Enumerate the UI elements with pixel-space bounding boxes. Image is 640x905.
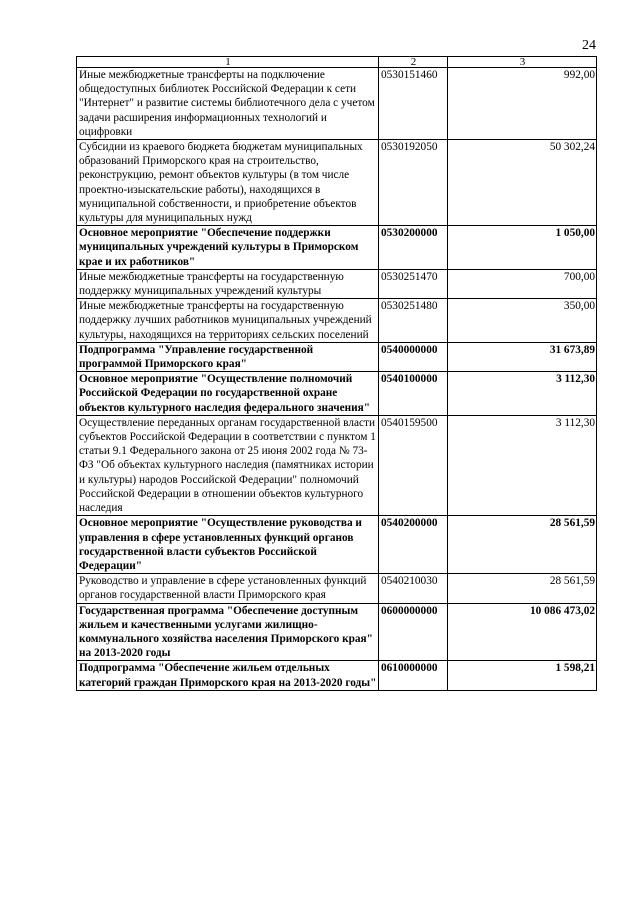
row-code-cell: 0530151460 (379, 68, 448, 140)
table-row (77, 661, 597, 690)
row-name-cell: Иные межбюджетные трансферты на государственную поддержку муниципальных учреждений культуры (77, 269, 379, 298)
budget-table (76, 56, 597, 691)
row-code-cell: 0530251480 (379, 299, 448, 343)
row-name-cell: Иные межбюджетные трансферты на подключение общедоступных библиотек Российской Федерации к сети "Интернет" и развитие системы библиотечного дела с учетом задачи расширения информационных технологий и оцифровки (77, 68, 379, 140)
table-row (77, 372, 597, 416)
row-name-cell: Государственная программа "Обеспечение доступным жильем и качественными услугами жилищно-коммунального хозяйства населения Приморского края" на 2013-2020 годы (77, 603, 379, 661)
column-header-2: 2 (379, 57, 448, 68)
table-row (77, 226, 597, 270)
row-code-cell: 0540159500 (379, 415, 448, 515)
row-code-cell: 0610000000 (379, 661, 448, 690)
row-sum-cell: 1 598,21 (448, 661, 597, 690)
row-sum-cell: 28 561,59 (448, 574, 597, 603)
table-row (77, 269, 597, 298)
row-code-cell: 0540200000 (379, 516, 448, 574)
row-name-cell: Основное мероприятие "Осуществление полномочий Российской Федерации по государственной охране объектов культурного наследия федерального значения" (77, 372, 379, 416)
row-code-cell: 0530251470 (379, 269, 448, 298)
row-sum-cell: 700,00 (448, 269, 597, 298)
row-sum-cell: 28 561,59 (448, 516, 597, 574)
row-code-cell: 0540000000 (379, 342, 448, 371)
page-number: 24 (582, 38, 596, 53)
table-row (77, 342, 597, 371)
table-row (77, 415, 597, 515)
row-name-cell: Подпрограмма "Обеспечение жильем отдельных категорий граждан Приморского края на 2013-2020 годы" (77, 661, 379, 690)
row-sum-cell: 50 302,24 (448, 140, 597, 226)
row-sum-cell: 10 086 473,02 (448, 603, 597, 661)
table-row (77, 140, 597, 226)
row-code-cell: 0540100000 (379, 372, 448, 416)
row-name-cell: Субсидии из краевого бюджета бюджетам муниципальных образований Приморского края на строительство, реконструкцию, ремонт объектов культуры (в том числе проектно-изыскательские работы), находящихся в муниципальной собственности, и приобретение объектов культуры для муниципальных нужд (77, 140, 379, 226)
row-sum-cell: 3 112,30 (448, 372, 597, 416)
table-row (77, 603, 597, 661)
budget-table-body (77, 57, 597, 691)
row-name-cell: Иные межбюджетные трансферты на государственную поддержку лучших работников муниципальных учреждений культуры, находящихся на территориях сельских поселений (77, 299, 379, 343)
column-header-3: 3 (448, 57, 597, 68)
table-row (77, 68, 597, 140)
table-row (77, 574, 597, 603)
row-name-cell: Подпрограмма "Управление государственной программой Приморского края" (77, 342, 379, 371)
table-row (77, 299, 597, 343)
row-name-cell: Основное мероприятие "Обеспечение поддержки муниципальных учреждений культуры в Приморском крае и их работников" (77, 226, 379, 270)
row-sum-cell: 992,00 (448, 68, 597, 140)
column-header-1: 1 (77, 57, 379, 68)
row-code-cell: 0600000000 (379, 603, 448, 661)
row-sum-cell: 3 112,30 (448, 415, 597, 515)
row-sum-cell: 31 673,89 (448, 342, 597, 371)
row-code-cell: 0530200000 (379, 226, 448, 270)
row-sum-cell: 1 050,00 (448, 226, 597, 270)
row-name-cell: Руководство и управление в сфере установленных функций органов государственной власти Приморского края (77, 574, 379, 603)
row-name-cell: Осуществление переданных органам государственной власти субъектов Российской Федерации в соответствии с пунктом 1 статьи 9.1 Федерального закона от 25 июня 2002 года № 73-ФЗ "Об объектах культурного наследия (памятниках истории и культуры) народов Российской Федерации" полномочий Российской Федерации в отношении объектов культурного наследия (77, 415, 379, 515)
row-name-cell: Основное мероприятие "Осуществление руководства и управления в сфере установленных функций органов государственной власти субъектов Российской Федерации" (77, 516, 379, 574)
table-header-row (77, 57, 597, 68)
row-code-cell: 0540210030 (379, 574, 448, 603)
table-row (77, 516, 597, 574)
row-code-cell: 0530192050 (379, 140, 448, 226)
row-sum-cell: 350,00 (448, 299, 597, 343)
